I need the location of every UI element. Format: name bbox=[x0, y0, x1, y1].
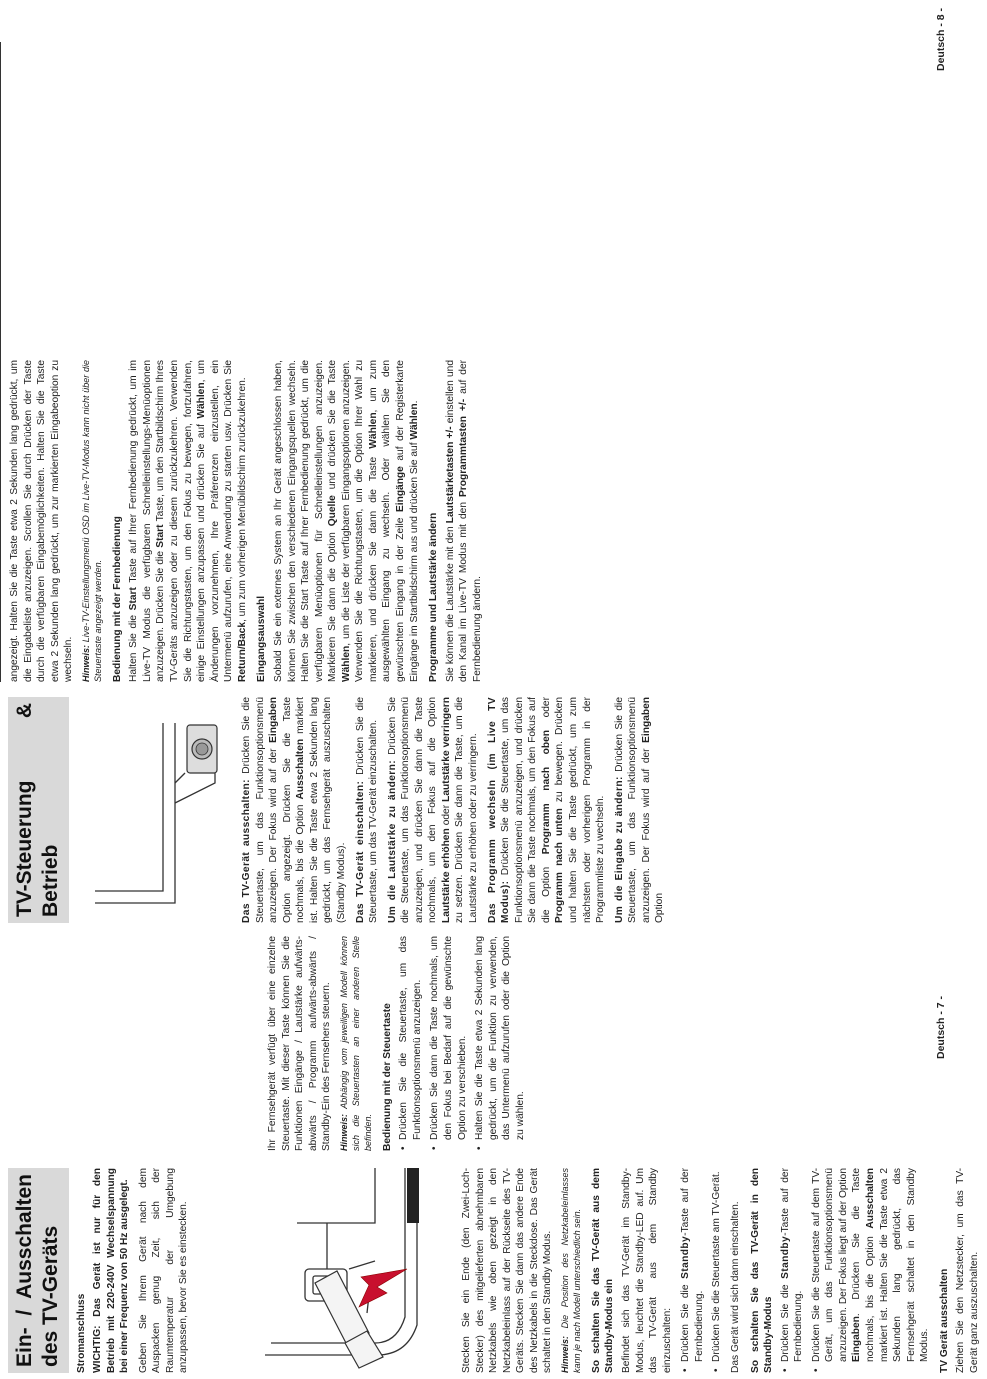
para-text: auf der Registerkarte Eingänge im Startbildschirm aus und drücken Sie auf bbox=[395, 360, 420, 682]
para-text: auf der Fernbedienung ändern. bbox=[458, 360, 483, 682]
column-power-continued bbox=[460, 1168, 987, 1373]
list-item: • Halten Sie die Taste etwa 2 Sekunden lang gedrückt, um die Funktion zu verwenden, das Untermenü aufzurufen oder die Option zu wählen. bbox=[473, 936, 527, 1151]
eingaenge-word: Eingänge bbox=[395, 466, 406, 513]
ausschalten-text: Ziehen Sie den Netzstecker, um das TV-Gerät ganz auszuschalten. bbox=[955, 1168, 980, 1373]
lead-text: Das Programm wechseln (im Live TV Modus): bbox=[486, 697, 512, 923]
power-cord-illustration bbox=[257, 1168, 447, 1373]
list-text: -Taste auf der Fernbedienung. bbox=[779, 1168, 805, 1362]
einschalten-heading: So schalten Sie das TV-Gerät aus dem Standby-Modus ein bbox=[590, 1168, 616, 1373]
list-text: Drücken Sie die Steuertaste auf dem TV-Gerät, um das Funktionsoptionsmenü anzuzeigen. Der Fokus liegt auf der Option bbox=[810, 1168, 849, 1362]
stecken-text: Stecken Sie ein Ende (den Zwei-Loch-Stecker) des mitgelieferten abnehmbaren Netzkabels wie oben gezeigt in den Netzkabeleinlass auf der Rückseite des TV-Geräts. Stecken Sie dann das andere Ende des Netzkabels in die Steckdose. Das Gerät schaltet in den Standby Modus. bbox=[461, 1168, 554, 1373]
waehlen-word: Wählen bbox=[196, 382, 208, 419]
para-text: Halten Sie die bbox=[128, 614, 140, 682]
laut-verringern: Lautstärke verringern bbox=[440, 697, 452, 802]
para-text: , um zum ausgewählten Eingang zu wechseln. Oder wählen Sie den gewünschten Eingang in der Zeile bbox=[367, 360, 406, 682]
fernbedienung-heading: Bedienung mit der Fernbedienung bbox=[111, 516, 123, 682]
note-text: Live-TV-Einstellungsmenü OSD im Live-TV-Modus kann nicht über die Steuertaste angezeigt werden. bbox=[80, 360, 103, 682]
list-text: markiert ist. Halten Sie die Taste etwa 2 Sekunden lang gedrückt, das Fernsehgerät schaltet in den Standby Modus. bbox=[878, 1168, 931, 1362]
lead-text: Um die Lautstärke zu ändern: bbox=[386, 759, 398, 923]
eingaben-word: Eingaben bbox=[851, 1316, 863, 1362]
list-text: . Drücken Sie die Taste nochmals, bis die Option bbox=[851, 1168, 876, 1362]
para-text: einstellen und den Kanal im Live-TV Modus mit den bbox=[444, 360, 470, 682]
page-7 bbox=[0, 690, 980, 1379]
fernbedienung-text bbox=[127, 360, 249, 682]
column-remote bbox=[8, 360, 489, 682]
list-text: Drücken Sie die bbox=[779, 1284, 791, 1362]
para-text: zu bewegen. Drücken und halten Sie die Taste gedrückt, um zum nächsten oder vorherigen Programm in der Programmliste zu wechseln. bbox=[554, 697, 607, 923]
wichtig-text: WICHTIG: Das Gerät ist nur für den Betrieb mit 220-240V Wechselspannung bei einer Frequenz von 50 Hz ausgelegt. bbox=[92, 1168, 131, 1373]
para-text: Taste, um den Startbildschirm Ihres TV-Geräts anzuzeigen oder zu diesem zurückzukehren. Verwenden Sie die Richtungstasten, um den Fokus zu bewegen, fortzufahren, einige Einstellungen anzupassen und drücken Sie auf bbox=[155, 359, 208, 682]
eingabe-paragraph bbox=[613, 697, 667, 923]
waehlen-word: Wählen bbox=[408, 403, 420, 440]
standby-word: Standby bbox=[680, 1235, 692, 1279]
einschalten-text: Befindet sich das TV-Gerät im Standby-Modus, leuchtet die Standby-LED auf. Um das TV-Gerät aus dem Standby einzuschalten: bbox=[621, 1168, 673, 1373]
lead-text: Um die Eingabe zu ändern: bbox=[613, 776, 625, 923]
laut-erhoehen: Lautstärke erhöhen bbox=[440, 828, 452, 923]
note-label: Hinweis: bbox=[338, 1113, 349, 1151]
para-text: und drücken Sie die Taste bbox=[327, 360, 339, 490]
start-word: Start bbox=[128, 587, 140, 611]
list-item bbox=[779, 1168, 806, 1373]
note-text: Die Position des Netzkabeleinlasses kann je nach Modell unterschiedlich sein. bbox=[559, 1168, 582, 1373]
stromanschluss-heading: Stromanschluss bbox=[75, 1293, 87, 1373]
bedienung-list bbox=[397, 936, 527, 1151]
note-osd bbox=[81, 360, 105, 682]
ein-paragraph bbox=[354, 697, 381, 923]
para-text: Drücken Sie die Steuertaste, um das Funktionsoptionsmenü anzuzeigen, und drücken Sie dann die Taste nochmals, um den Fokus auf die Option bbox=[386, 697, 439, 923]
para-text: Drücken Sie die Steuertaste, um das Funktionsoptionsmenü anzuzeigen. Der Fokus wird auf der bbox=[613, 697, 652, 923]
para-text: Drücken Sie die Steuertaste, um das Funktionsoptionsmenü anzuzeigen, und drücken Sie dann die Taste nochmals, um den Fokus auf die Option bbox=[500, 697, 552, 923]
note-label: Hinweis: bbox=[80, 644, 91, 682]
para-text: Taste auf Ihrer Fernbedienung gedrückt, um im Live-TV Modus die verfügbaren Schnelleinstellungs-Menüoptionen anzuzeigen. Drücken Sie die bbox=[128, 360, 167, 682]
eingangsauswahl-text bbox=[272, 360, 421, 682]
continued-text: angezeigt. Halten Sie die Taste etwa 2 Sekunden lang gedrückt, um die Eingabeliste anzuzeigen. Scrollen Sie durch Drücken der Taste durch die verfügbaren Eingabemöglichkeiten. Halten Sie die Taste etwa 2 Sekunden lang gedrückt, um zur markierten Eingabeoption zu wechseln. bbox=[9, 360, 75, 682]
return-word: Return/Back bbox=[236, 621, 248, 682]
list-item bbox=[810, 1168, 932, 1373]
eingaben-word: Eingaben bbox=[640, 697, 652, 743]
ausschalten-word: Ausschalten bbox=[295, 738, 307, 800]
para-text: Sobald Sie ein externes System an Ihr Gerät angeschlossen haben, können Sie zwischen den verschiedenen Eingangsquellen wechseln. Halten Sie die Start Taste auf Ihrer Fernbedienung gedrückt, um die verfügbaren Menüoptionen für Schnelleinstellungen anzuzeigen. Markieren Sie dann die Option bbox=[272, 360, 339, 682]
para-text: Sie können die Lautstärke mit den bbox=[444, 526, 456, 682]
para-text: , um Änderungen vorzunehmen, Ihre Präferenzen einzustellen, ein Untermenü aufzurufen, eine Anwendung zu starten usw. Drücken Sie bbox=[196, 360, 235, 682]
list-item: • Drücken Sie dann die Taste nochmals, um den Fokus bei Bedarf auf die gewünschte Option zu verschieben. bbox=[428, 936, 469, 1151]
lead-text: Das TV-Gerät einschalten: bbox=[354, 780, 366, 923]
page-8-rule bbox=[0, 42, 1, 682]
standby-word: Standby bbox=[779, 1235, 791, 1279]
column-controls-text bbox=[240, 697, 672, 923]
page-footer-7: Deutsch - 7 - bbox=[935, 995, 947, 1059]
para-text: . bbox=[408, 400, 420, 404]
note-position bbox=[560, 1168, 584, 1373]
aus-paragraph bbox=[240, 697, 349, 923]
page-8 bbox=[0, 0, 950, 690]
quelle-word: Quelle bbox=[327, 495, 339, 527]
laut-paragraph bbox=[386, 697, 481, 923]
note-label: Hinweis: bbox=[559, 1335, 570, 1373]
para-text: Drücken Sie die Steuertaste, um das Funktionsoptionsmenü anzuzeigen. Der Fokus wird auf der bbox=[241, 697, 280, 923]
lautstaerke-tasten: Lautstärketasten +/- bbox=[444, 426, 456, 524]
waehlen-word: Wählen bbox=[340, 645, 352, 682]
ausschalten-word: Ausschalten bbox=[865, 1168, 876, 1229]
standby-heading: So schalten Sie das TV-Gerät in den Standby-Modus bbox=[749, 1168, 775, 1373]
steuertaste-intro: Ihr Fernsehgerät verfügt über eine einzelne Steuertaste. Mit dieser Taste können Sie die Funktionen Eingänge / Lautstärke aufwärts-abwärts / Programm aufwärts-abwärts / Standby-Ein des Fernsehers steuern. bbox=[267, 936, 333, 1151]
start-word: Start bbox=[155, 524, 167, 548]
para-text: markiert ist. Halten Sie die Taste etwa 2 Sekunden lang gedrückt, um das Fernsehgerät auszuschalten (Standby Modus). bbox=[295, 697, 347, 923]
waehlen-word: Wählen bbox=[367, 412, 379, 449]
prog-oben: Programm nach oben bbox=[540, 729, 552, 855]
para-text: oder bbox=[540, 697, 552, 718]
list-item: • Drücken Sie die Steuertaste am TV-Gerät. bbox=[710, 1168, 724, 1373]
section-title-controls: TV-Steuerung & Betrieb bbox=[8, 697, 69, 923]
para-text: oder bbox=[440, 804, 452, 826]
list-text: -Taste auf der Fernbedienung. bbox=[680, 1168, 705, 1362]
para-text: , um die Liste der verfügbaren Eingangsoptionen anzuzeigen. Verwenden Sie die Richtungstasten, um die Option Ihrer Wahl zu markieren, und drücken Sie dann die Taste bbox=[340, 360, 379, 682]
list-item bbox=[679, 1168, 706, 1373]
page-footer-8: Deutsch - 8 - bbox=[935, 8, 947, 72]
note-text: Abhängig vom jeweiligen Modell können sich die Steuertasten an einer anderen Stelle befinden. bbox=[338, 936, 373, 1151]
eingangsauswahl-heading: Eingangsauswahl bbox=[256, 595, 268, 682]
column-controls-intro bbox=[8, 936, 532, 1151]
bedienung-heading: Bedienung mit der Steuertaste bbox=[381, 1003, 393, 1151]
control-button-illustration bbox=[55, 697, 225, 923]
column-power bbox=[8, 1168, 196, 1373]
prog-unten: Programm nach unten bbox=[554, 808, 566, 923]
para-text: zu setzen. Drücken Sie dann die Taste, um die Lautstärke zu erhöhen oder zu verringern. bbox=[454, 697, 479, 923]
standby-list bbox=[779, 1168, 932, 1373]
geraet-ein-text: Das Gerät wird sich dann einschalten. bbox=[729, 1201, 741, 1373]
para-text: Option bbox=[654, 892, 666, 923]
eingaben-word: Eingaben bbox=[268, 697, 280, 743]
para-text: , um zum vorherigen Menübildschirm zurückzukehren. bbox=[236, 377, 248, 622]
programme-text bbox=[444, 360, 485, 682]
list-item: • Drücken Sie die Steuertaste, um das Funktionsoptionsmenü anzuzeigen. bbox=[397, 936, 424, 1151]
ausschalten-heading: TV Gerät ausschalten bbox=[938, 1268, 950, 1373]
einschalten-list bbox=[679, 1168, 724, 1373]
note-steuertaste bbox=[339, 936, 375, 1151]
prog-paragraph bbox=[486, 697, 608, 923]
para-text: Option angezeigt. Drücken Sie die Taste nochmals, bis die Option bbox=[281, 697, 307, 923]
programm-tasten: Programmtasten +/- bbox=[458, 398, 470, 497]
section-title-power: Ein- / Ausschalten des TV-Geräts bbox=[8, 1168, 69, 1373]
programme-heading: Programme und Lautstärke ändern bbox=[428, 512, 440, 682]
spacer bbox=[8, 936, 266, 1151]
auspacken-text: Geben Sie Ihrem Gerät nach dem Auspacken genug Zeit, sich der Raumtemperatur der Umgebung anzupassen, bevor Sie es einstecken. bbox=[137, 1168, 190, 1373]
para-text: Drücken Sie die Steuertaste, um das TV-Gerät einzuschalten. bbox=[354, 697, 380, 923]
list-text: Drücken Sie die bbox=[680, 1284, 692, 1362]
lead-text: Das TV-Gerät ausschalten: bbox=[241, 779, 252, 923]
